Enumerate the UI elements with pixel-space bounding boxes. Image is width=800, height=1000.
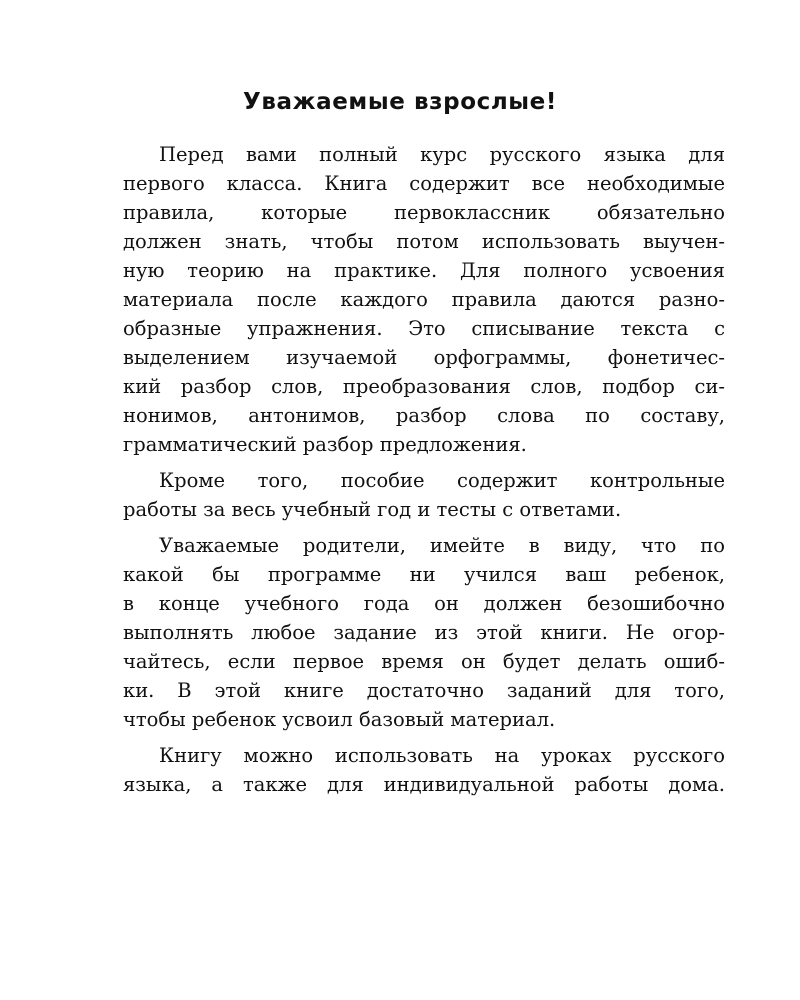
text-line: в конце учебного года он должен безошибочно [123, 592, 725, 615]
text-line: Книгу можно использовать на уроках русского [159, 744, 725, 767]
text-line: ную теорию на практике. Для полного усвоения [123, 259, 725, 282]
text-line: какой бы программе ни учился ваш ребенок, [123, 563, 725, 586]
text-line: выделением изучаемой орфограммы, фонетичес- [123, 346, 725, 369]
paragraph-intro [123, 140, 725, 459]
text-line: чайтесь, если первое время он будет делать ошиб- [123, 650, 725, 673]
text-line: нонимов, антонимов, разбор слова по составу, [123, 404, 725, 427]
text-line: образные упражнения. Это списывание текста с [123, 317, 725, 340]
text-line: кий разбор слов, преобразования слов, подбор си- [123, 375, 725, 398]
text-line: языка, а также для индивидуальной работы дома. [123, 773, 725, 796]
text-line: ки. В этой книге достаточно заданий для того, [123, 679, 725, 702]
text-line: первого класса. Книга содержит все необходимые [123, 172, 725, 195]
paragraph-parents [123, 531, 725, 734]
text-line: грамматический разбор предложения. [123, 433, 527, 456]
text-line: чтобы ребенок усвоил базовый материал. [123, 708, 556, 731]
text-line: Кроме того, пособие содержит контрольные [159, 469, 725, 492]
body-text [123, 140, 725, 806]
page-title: Уважаемые взрослые! [243, 89, 557, 115]
text-line: должен знать, чтобы потом использовать выучен- [123, 230, 725, 253]
text-line: работы за весь учебный год и тесты с ответами. [123, 498, 622, 521]
text-line: Перед вами полный курс русского языка для [159, 143, 725, 166]
text-line: правила, которые первоклассник обязательно [123, 201, 725, 224]
paragraph-tests [123, 466, 725, 524]
text-line: материала после каждого правила даются разно- [123, 288, 725, 311]
paragraph-usage [123, 741, 725, 799]
text-line: выполнять любое задание из этой книги. Не огор- [123, 621, 725, 644]
text-line: Уважаемые родители, имейте в виду, что по [159, 534, 725, 557]
